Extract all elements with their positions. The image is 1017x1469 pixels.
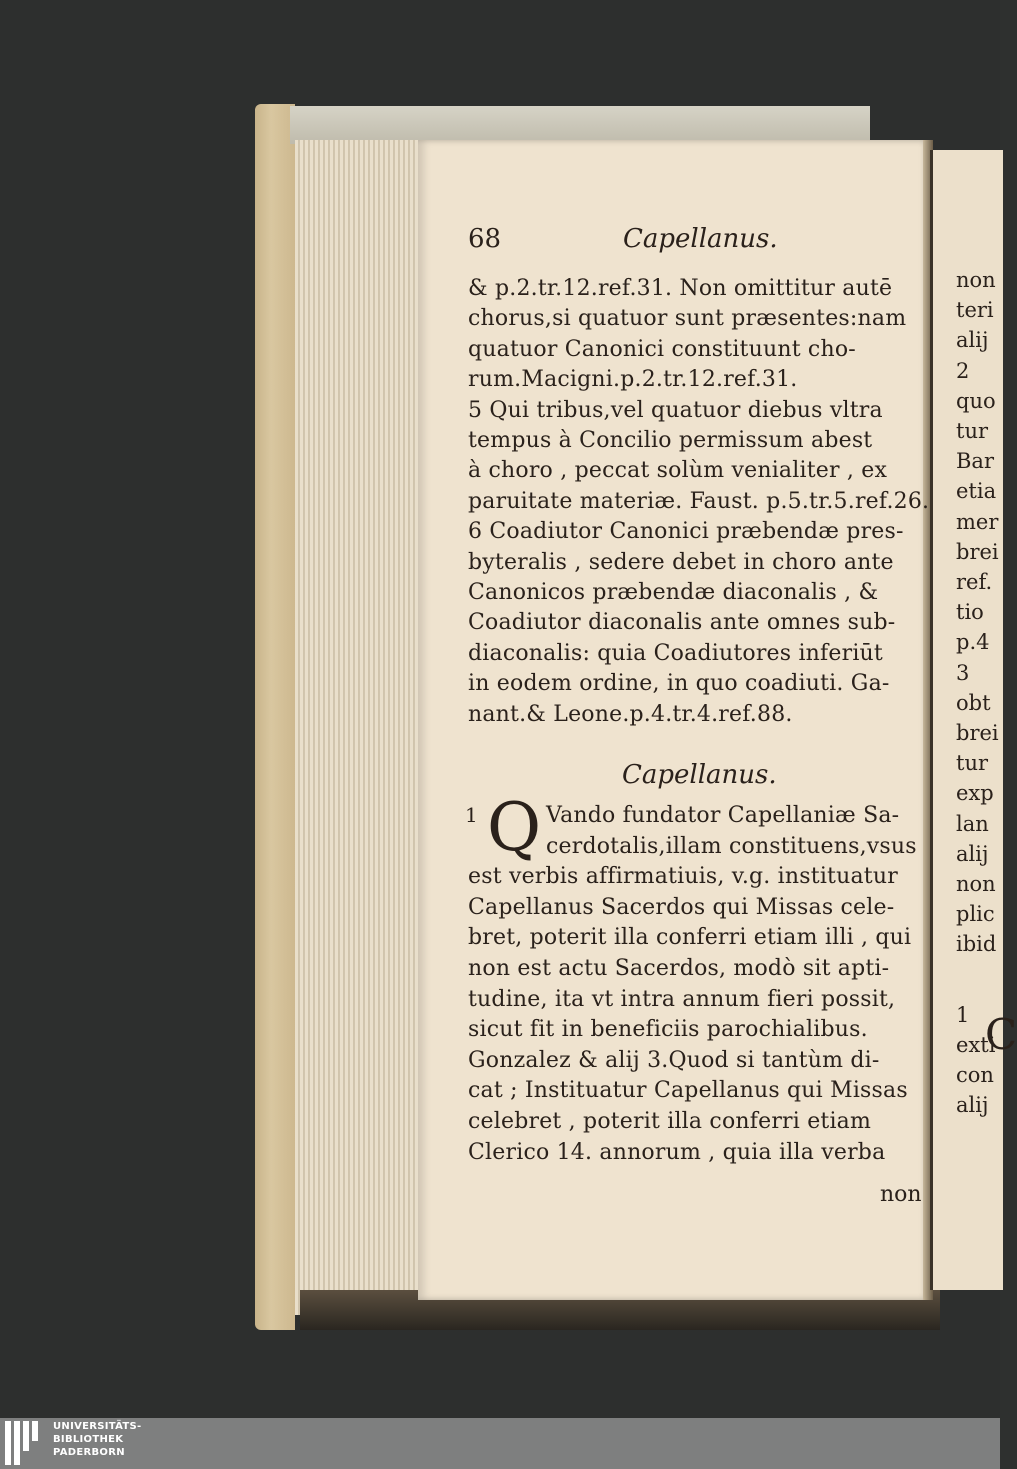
facing-page-fragment: tur bbox=[956, 751, 989, 776]
facing-page-fragment: Bar bbox=[956, 449, 994, 474]
footer-line-2: BIBLIOTHEK bbox=[53, 1434, 124, 1445]
text-line: tempus à Concilio permissum abest bbox=[468, 428, 873, 453]
text-line: bret, poterit illa conferri etiam illi , qui bbox=[468, 925, 912, 951]
facing-drop-cap: C bbox=[985, 1010, 1017, 1059]
facing-page-fragment: ref. bbox=[956, 570, 993, 594]
facing-page-fragment: 2 bbox=[956, 358, 970, 383]
facing-page-fragment: lan bbox=[956, 811, 989, 836]
text-line: 5 Qui tribus,vel quatuor diebus vltra bbox=[468, 397, 883, 423]
text-line: non est actu Sacerdos, modò sit apti- bbox=[468, 956, 890, 981]
text-line: 6 Coadiutor Canonici præbendæ pres- bbox=[468, 519, 904, 545]
text-line: tudine, ita vt intra annum fieri possit, bbox=[468, 986, 896, 1012]
section-number: 1 bbox=[465, 803, 478, 827]
text-line: chorus,si quatuor sunt præsentes:nam bbox=[468, 306, 907, 332]
text-line: Canonicos præbendæ diaconalis , & bbox=[468, 580, 879, 605]
text-line: in eodem ordine, in quo coadiuti. Ga- bbox=[468, 671, 890, 697]
facing-page-fragment: alij bbox=[956, 1093, 989, 1118]
text-line: quatuor Canonici constituunt cho- bbox=[468, 336, 856, 362]
text-line: byteralis , sedere debet in choro ante bbox=[468, 549, 894, 575]
footer-line-1: UNIVERSITÄTS- bbox=[53, 1421, 142, 1432]
facing-page-fragment: p.4 bbox=[956, 630, 990, 655]
facing-page-fragment: 3 bbox=[956, 660, 970, 685]
facing-page-fragment: plic bbox=[956, 902, 995, 927]
book-cover-spine bbox=[255, 104, 295, 1330]
facing-page-fragment: non bbox=[956, 872, 996, 896]
library-footer bbox=[0, 1418, 1000, 1469]
text-line: cat ; Instituatur Capellanus qui Missas bbox=[468, 1078, 908, 1104]
text-line: rum.Macigni.p.2.tr.12.ref.31. bbox=[468, 367, 798, 393]
text-line: Coadiutor diaconalis ante omnes sub- bbox=[468, 610, 896, 636]
facing-page-fragment: obt bbox=[956, 690, 991, 715]
facing-page-fragment: alij bbox=[956, 328, 989, 353]
text-line: Gonzalez & alij 3.Quod si tantùm di- bbox=[468, 1047, 880, 1073]
text-line: & p.2.tr.12.ref.31. Non omittitur autē bbox=[468, 276, 893, 301]
text-line: nant.& Leone.p.4.tr.4.ref.88. bbox=[468, 701, 793, 727]
facing-page-fragment: non bbox=[956, 268, 996, 292]
facing-page-fragment: etia bbox=[956, 479, 997, 504]
text-line: est verbis affirmatiuis, v.g. instituatur bbox=[468, 864, 898, 890]
text-line: Vando fundator Capellaniæ Sa- bbox=[546, 803, 900, 828]
footer-line-3: PADERBORN bbox=[53, 1447, 125, 1458]
facing-page-fragment: exti bbox=[956, 1032, 996, 1057]
text-line: celebret , poterit illa conferri etiam bbox=[468, 1109, 872, 1134]
running-title: Capellanus. bbox=[623, 224, 778, 254]
facing-page-fragment: con bbox=[956, 1063, 994, 1087]
text-line: à choro , peccat solùm venialiter , ex bbox=[468, 458, 888, 484]
facing-page-fragment: tur bbox=[956, 419, 989, 443]
facing-page-fragment: alij bbox=[956, 841, 989, 866]
section-title: Capellanus. bbox=[622, 760, 777, 790]
facing-page-fragment: brei bbox=[956, 721, 999, 745]
facing-page-fragment: brei bbox=[956, 539, 999, 564]
catchword: non bbox=[880, 1182, 922, 1207]
running-head bbox=[468, 224, 928, 258]
facing-page-fragment: exp bbox=[956, 781, 994, 806]
text-line: cerdotalis,illam constituens,vsus bbox=[546, 833, 917, 859]
facing-page-fragment: tio bbox=[956, 600, 984, 625]
facing-page-fragment: ibid bbox=[956, 932, 997, 957]
page-edges bbox=[295, 140, 435, 1315]
text-line: Capellanus Sacerdos qui Missas cele- bbox=[468, 894, 895, 920]
text-line: diaconalis: quia Coadiutores inferiūt bbox=[468, 640, 883, 666]
text-line: sicut fit in beneficiis parochialibus. bbox=[468, 1017, 868, 1043]
page-number: 68 bbox=[468, 224, 502, 254]
facing-page-fragment: mer bbox=[956, 509, 999, 534]
book-cover-top bbox=[290, 106, 870, 144]
text-line: paruitate materiæ. Faust. p.5.tr.5.ref.26. bbox=[468, 488, 930, 514]
drop-cap: Q bbox=[487, 789, 542, 866]
facing-page-fragment: teri bbox=[956, 298, 994, 323]
text-line: Clerico 14. annorum , quia illa verba bbox=[468, 1139, 886, 1165]
facing-page-fragment: quo bbox=[956, 388, 996, 413]
library-logo-icon bbox=[5, 1421, 45, 1465]
facing-page-fragment: 1 bbox=[956, 1002, 970, 1027]
